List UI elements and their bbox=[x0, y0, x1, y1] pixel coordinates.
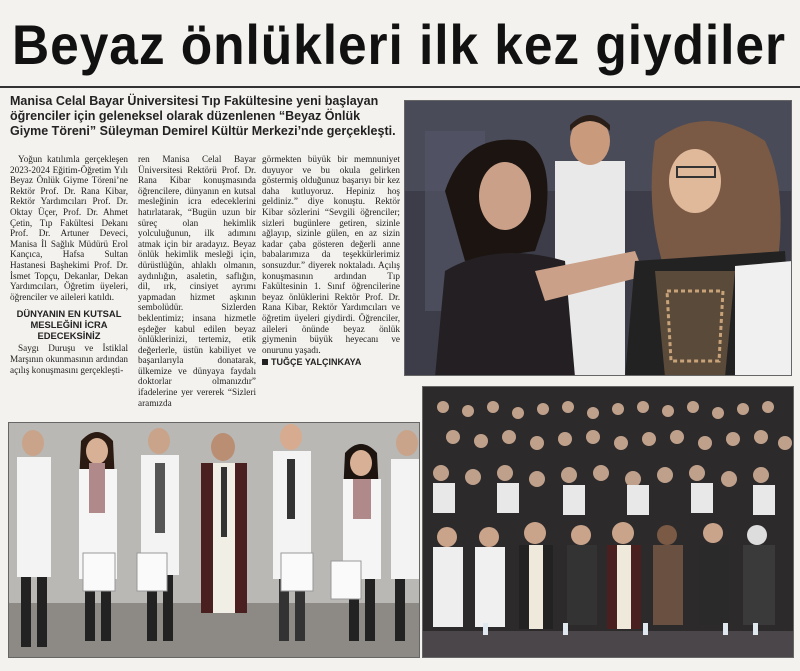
lead-paragraph: Manisa Celal Bayar Üniversitesi Tıp Fakültesine yeni başlayan öğrenciler için geleneksel olarak düzenlenen “Beyaz Önlük Giyme Töreni” Süleyman Demirel Kültür Merkezi’nde gerçekleşti. bbox=[10, 94, 396, 138]
headline-rule bbox=[0, 86, 800, 88]
column3-paragraph-1: görmekten büyük bir memnuniyet duyuyor ve bu okula gelirken göstermiş olduğunuz başarıyı bir kez daha kutluyoruz. Hepiniz hoş geldiniz.” diye konuştu. Rektör Kibar sözlerini “Sevgili öğrenciler; sizleri bugünlere getiren, sizinle ağlayıp, sizinle gülen, en az sizin kadar çaba gösteren değerli anne babalarımıza da teşekkürlerimiz sonsuzdur.” diyerek noktaladı. Açılış konuşmasının ardından Tıp Fakültesinin 1. Sınıf öğrencilerine beyaz önlüklerini Rektör Prof. Dr. Rana Kibar, Rektör Yardımcıları ve öğretim üyeleri giydirdi. Öğrenciler, aileleri önünde beyaz önlük giymenin büyük heyecanı ve onurunu yaşadı. bbox=[262, 154, 400, 355]
students-group-illustration bbox=[9, 423, 420, 658]
subheading: DÜNYANIN EN KUTSAL MESLEĞİNI İCRA EDECEKSİNİZ bbox=[16, 308, 122, 342]
article-column-1 bbox=[10, 154, 128, 377]
article-column-2 bbox=[138, 154, 256, 410]
audience-hall-illustration bbox=[423, 387, 794, 658]
photo-audience-hall bbox=[422, 386, 794, 658]
robing-ceremony-illustration bbox=[405, 101, 792, 376]
column1-paragraph-1: Yoğun katılımla gerçekleşen 2023-2024 Eğitim-Öğretim Yılı Beyaz Önlük Giyme Töreni’ne Rektör Prof. Dr. Rana Kibar, Rektör Yardımcıları Prof. Dr. Oktay Üçer, Prof. Dr. Ahmet Çetin, Tıp Fakültesi Dekanı Prof. Dr. Artuner Deveci, Manisa İl Sağlık Müdürü Erol Kançıca, Hafsa Sultan Hastanesi Başhekimi Prof. Dr. İsmet Topçu, Dekanlar, Dekan Yardımcıları, Öğretim üyeleri, öğrenciler ve aileleri katıldı. bbox=[10, 154, 128, 302]
column2-paragraph-1: ren Manisa Celal Bayar Üniversitesi Rektörü Prof. Dr. Rana Kibar konuşmasında öğrencilere, dünyanın en kutsal mesleğinin icra edeceklerini hatırlatarak, “Bugün uzun bir süreç olan hekimlik yolculuğunun, ilk adımını atmak için bir aradayız. Beyaz önlük hekimlik mesleği için, dürüstlüğün, ahlaklı olmanın, aydınlığın, asaletin, saflığın, dil, ırk, cinsiyet ayrımı yapmadan hizmet aşkının sembolüdür. Sizlerden beklentimiz; insana hizmetle eşdeğer kabul edilen beyaz önlüklerinizi, tertemiz, etik değerlerle, üstün kabiliyet ve başarılarıyla donatarak, ülkemize ve dünyaya faydalı doktorlar olmanızdır” ifadelerine yer vererek “Sizleri aramızda bbox=[138, 154, 256, 408]
byline: TUĞÇE YALÇINKAYA bbox=[262, 357, 400, 368]
article-column-3 bbox=[262, 154, 400, 368]
column1-paragraph-2: Saygı Duruşu ve İstiklal Marşının okunmasının ardından açılış konuşmasını gerçekleşti- bbox=[10, 343, 128, 375]
photo-students-in-white-coats bbox=[8, 422, 420, 658]
headline: Beyaz önlükleri ilk kez giydiler bbox=[12, 13, 786, 76]
photo-robing-ceremony bbox=[404, 100, 792, 376]
